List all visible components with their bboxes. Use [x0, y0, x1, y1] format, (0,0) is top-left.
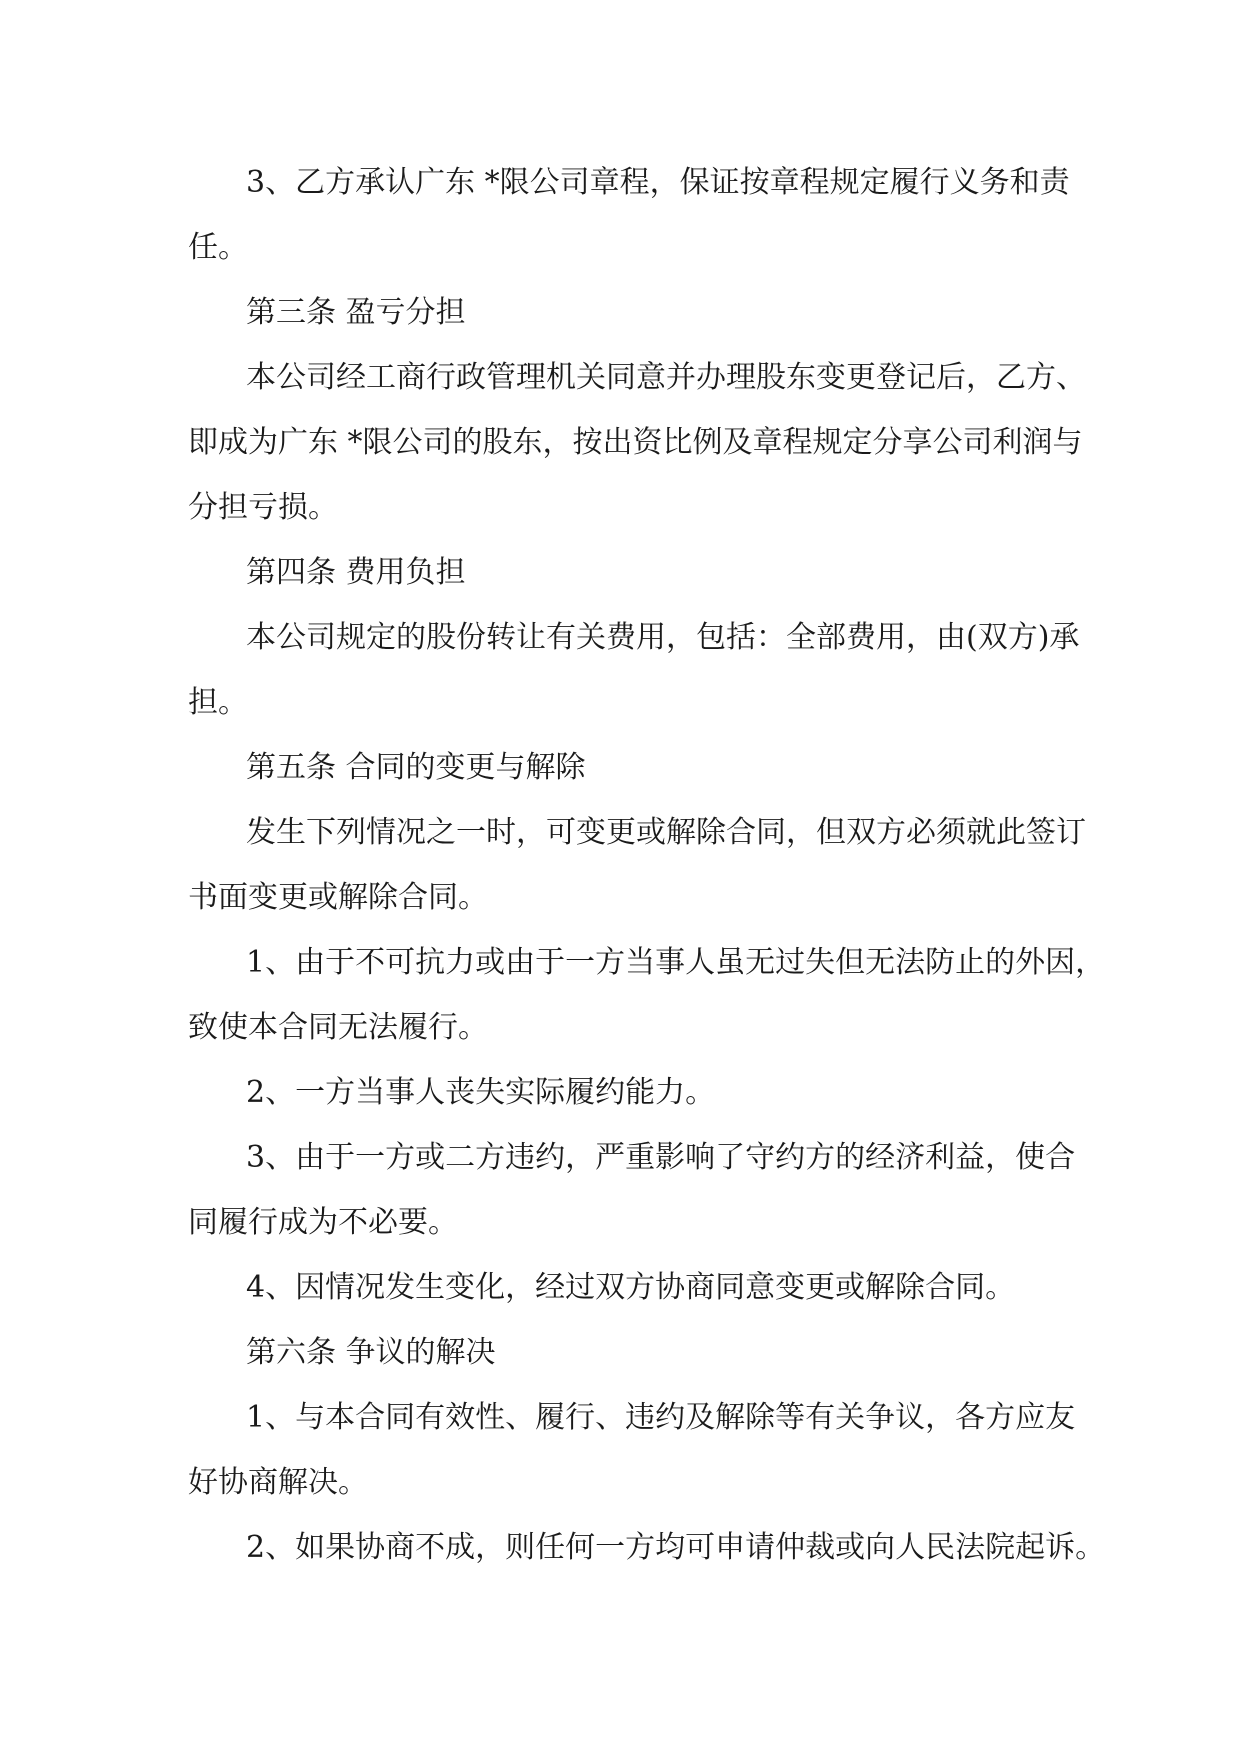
clause-5-item-1-line-2: 致使本合同无法履行。 — [188, 1010, 488, 1045]
clause-5-item-3-line-2: 同履行成为不必要。 — [188, 1205, 458, 1240]
clause-4-body-line-2: 担。 — [188, 685, 248, 720]
clause-5-item-2: 2、一方当事人丧失实际履约能力。 — [246, 1075, 716, 1110]
clause-5-heading: 第五条 合同的变更与解除 — [246, 750, 586, 785]
clause-6-item-1-line-2: 好协商解决。 — [188, 1465, 368, 1500]
clause-6-item-1-line-1: 1、与本合同有效性、履行、违约及解除等有关争议，各方应友 — [246, 1400, 1076, 1435]
clause-6-item-2: 2、如果协商不成，则任何一方均可申请仲裁或向人民法院起诉。 — [246, 1530, 1106, 1565]
clause-5-body-line-1: 发生下列情况之一时，可变更或解除合同，但双方必须就此签订 — [246, 815, 1086, 850]
clause-3-body-line-2: 即成为广东 *限公司的股东，按出资比例及章程规定分享公司利润与 — [188, 425, 1083, 460]
clause-3-body-line-3: 分担亏损。 — [188, 490, 338, 525]
clause-3-heading: 第三条 盈亏分担 — [246, 295, 466, 330]
clause-4-heading: 第四条 费用负担 — [246, 555, 466, 590]
clause-3-body-line-1: 本公司经工商行政管理机关同意并办理股东变更登记后，乙方、 — [246, 360, 1086, 395]
clause-4-body-line-1: 本公司规定的股份转让有关费用，包括：全部费用，由(双方)承 — [246, 620, 1080, 655]
clause-5-item-1-line-1: 1、由于不可抗力或由于一方当事人虽无过失但无法防止的外因， — [246, 945, 1106, 980]
clause-5-item-4: 4、因情况发生变化，经过双方协商同意变更或解除合同。 — [246, 1270, 1016, 1305]
clause-2-item-3-line-1: 3、乙方承认广东 *限公司章程，保证按章程规定履行义务和责 — [246, 165, 1070, 200]
clause-6-heading: 第六条 争议的解决 — [246, 1335, 496, 1370]
clause-5-body-line-2: 书面变更或解除合同。 — [188, 880, 488, 915]
clause-2-item-3-line-2: 任。 — [188, 230, 248, 265]
clause-5-item-3-line-1: 3、由于一方或二方违约，严重影响了守约方的经济利益，使合 — [246, 1140, 1076, 1175]
document-body — [188, 150, 1106, 1580]
